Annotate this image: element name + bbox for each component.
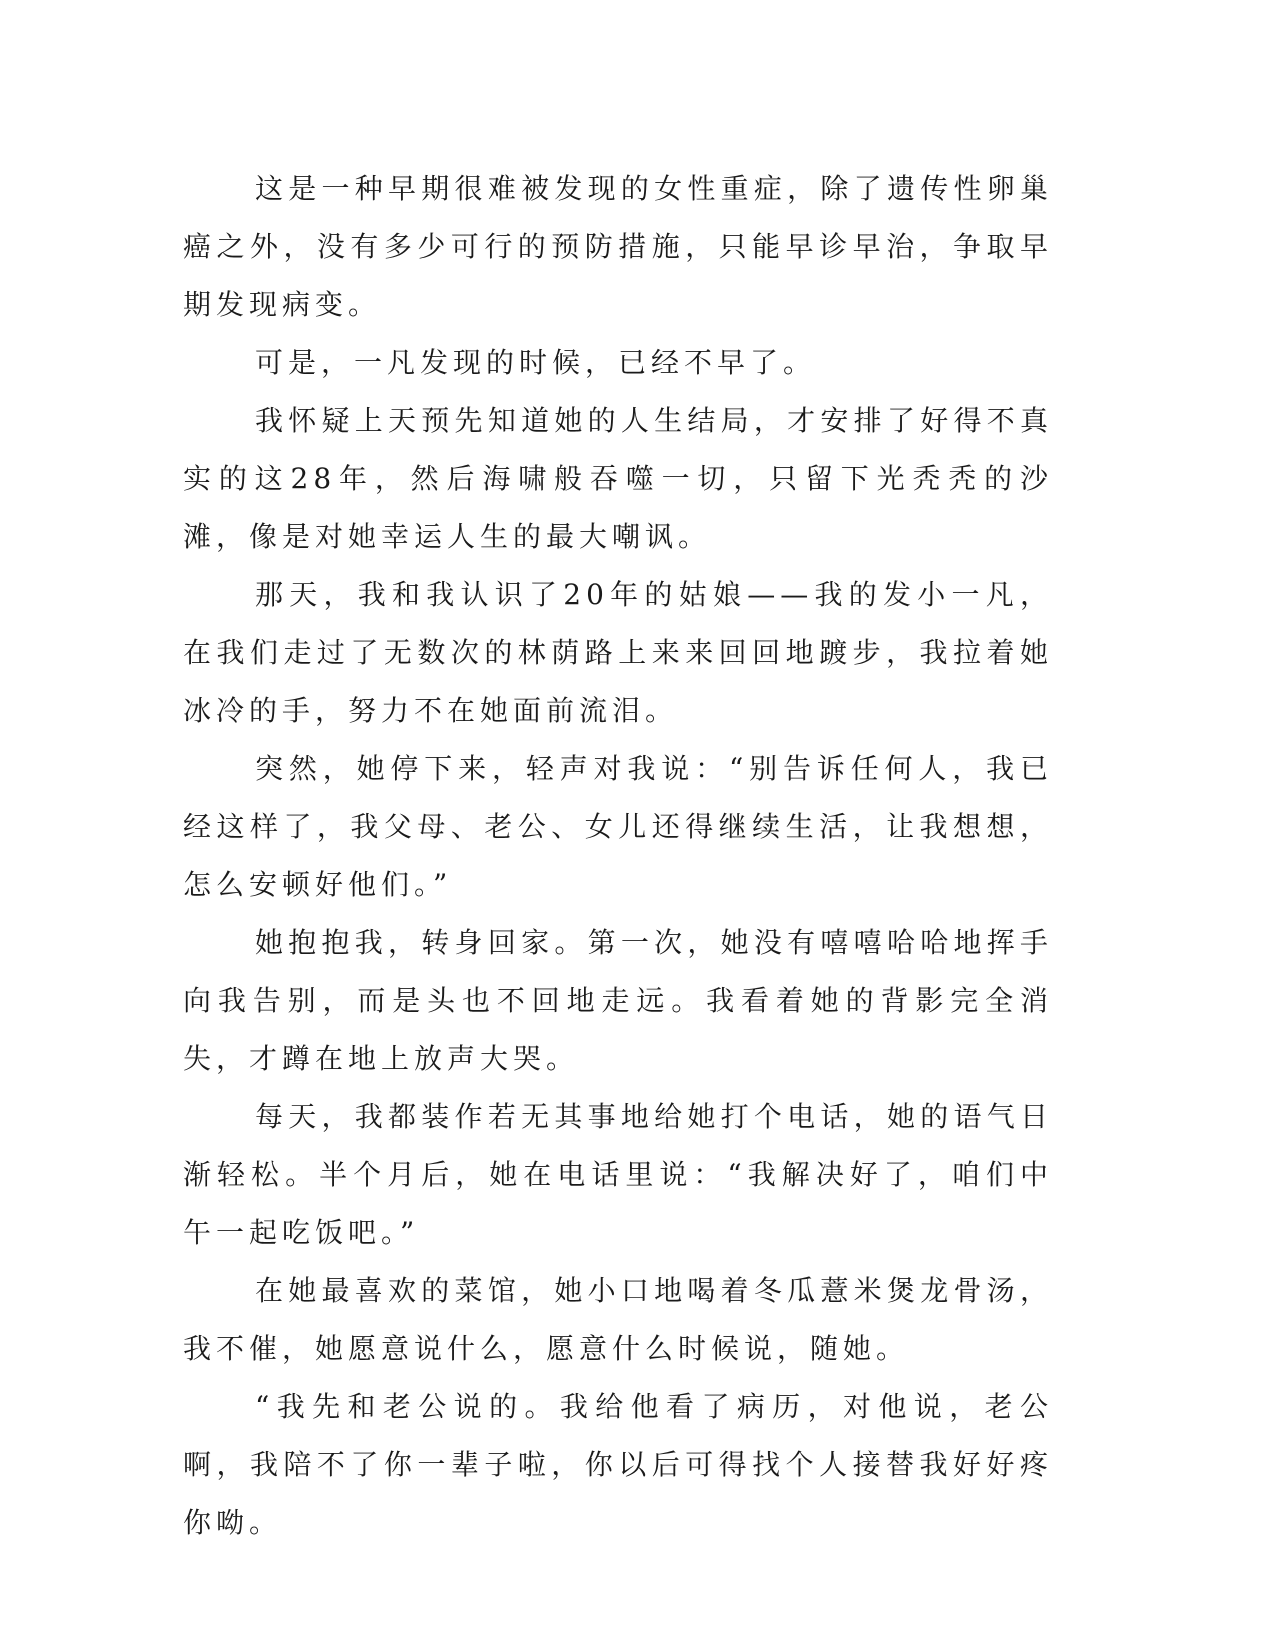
- document-body: [183, 160, 1053, 1552]
- paragraph-3: 我怀疑上天预先知道她的人生结局，才安排了好得不真实的这28年，然后海啸般吞噬一切，只留下光秃秃的沙滩，像是对她幸运人生的最大嘲讽。: [183, 404, 1053, 553]
- paragraph-5: 突然，她停下来，轻声对我说：“别告诉任何人，我已经这样了，我父母、老公、女儿还得继续生活，让我想想，怎么安顿好他们。”: [183, 752, 1053, 901]
- paragraph-8: 在她最喜欢的菜馆，她小口地喝着冬瓜薏米煲龙骨汤，我不催，她愿意说什么，愿意什么时候说，随她。: [183, 1274, 1053, 1365]
- paragraph-1: 这是一种早期很难被发现的女性重症，除了遗传性卵巢癌之外，没有多少可行的预防措施，只能早诊早治，争取早期发现病变。: [183, 172, 1053, 321]
- paragraph-7: 每天，我都装作若无其事地给她打个电话，她的语气日渐轻松。半个月后，她在电话里说：“我解决好了，咱们中午一起吃饭吧。”: [183, 1100, 1053, 1249]
- paragraph-6: 她抱抱我，转身回家。第一次，她没有嘻嘻哈哈地挥手向我告别，而是头也不回地走远。我看着她的背影完全消失，才蹲在地上放声大哭。: [183, 926, 1053, 1075]
- paragraph-2: 可是，一凡发现的时候，已经不早了。: [255, 346, 817, 379]
- paragraph-4: 那天，我和我认识了20年的姑娘——我的发小一凡，在我们走过了无数次的林荫路上来来回回地踱步，我拉着她冰冷的手，努力不在她面前流泪。: [183, 578, 1053, 727]
- paragraph-9: “我先和老公说的。我给他看了病历，对他说，老公啊，我陪不了你一辈子啦，你以后可得找个人接替我好好疼你呦。: [183, 1390, 1053, 1539]
